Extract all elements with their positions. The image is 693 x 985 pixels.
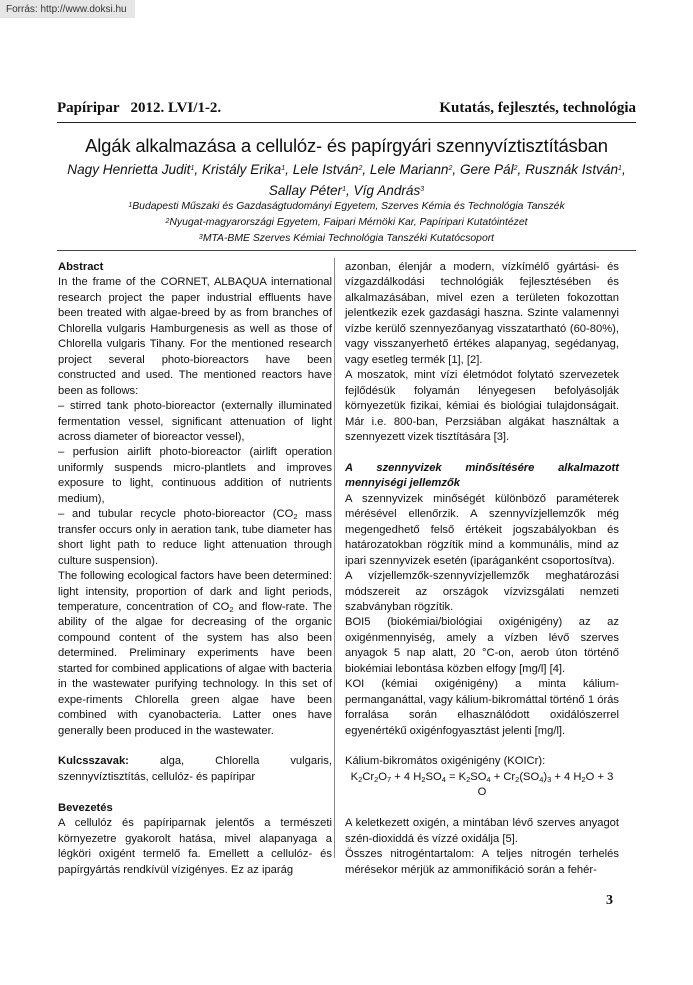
affiliation-number: 1 <box>128 202 133 209</box>
author: Víg András <box>353 183 421 198</box>
author-affiliation-mark: 1 <box>342 186 346 193</box>
keywords-label: Kulcsszavak: <box>58 755 129 768</box>
author-affiliation-mark: 1 <box>190 165 195 172</box>
column-divider <box>334 258 335 858</box>
body-paragraph: Összes nitrogéntartalom: A teljes nitrogén terhelés mérésekor mérjük az ammonifikáció során a fehér- <box>345 848 619 876</box>
text-run: mass transfer occurs only in aeration tank, tube diameter has short light path to reduce light attenuation through culture suspension). <box>58 508 332 567</box>
right-column <box>345 260 619 878</box>
body-paragraph: A szennyvizek minőségét különböző paraméterek mérésével ellenőrzik. A szennyvízjellemzők még megengedhető felső értékeit jogszabályokban és határozatokban rögzítik mind a kommunális, mind az ipari szennyvizek esetén (iparáganként csoportosítva). <box>345 492 619 567</box>
paper-title: Algák alkalmazása a cellulóz- és papírgyári szennyvíztisztításban <box>85 135 608 156</box>
abstract-list-item: – stirred tank photo-bioreactor (externally illuminated fermentation vessel, significant attenuation of light across diameter of bioreactor vessel), <box>58 400 332 443</box>
intro-paragraph: A cellulóz és papíriparnak jelentős a természeti környezetre gyakorolt hatása, mivel alapanyaga a légköri oxigént termelő fa. Emellett a cellulóz- és papírgyártás rendkívül vízigényes. Ez az iparág <box>58 817 332 876</box>
author-affiliation-mark: 3 <box>420 186 425 193</box>
author: Lele Mariann <box>369 162 449 177</box>
author-affiliation-mark: 2 <box>513 165 518 172</box>
affiliation-item <box>40 231 653 247</box>
abstract-paragraph <box>58 569 332 739</box>
keywords-text: alga, Chlorella vulgaris, szennyvíztisztítás, cellulóz- és papíripar <box>58 755 332 783</box>
left-column <box>58 260 332 878</box>
text-run: and flow-rate. The ability of the algae for decreasing of the organic compound content of the system has also been determined. Preliminary experiments have been started for combined applications of algae with bacteria in the wastewater purifying technology. In this set of expe-riments Chlorella green algae have been combined with cyanobacteria. Latter ones have generally been produced in the wastewater. <box>58 600 332 737</box>
affiliation-text: MTA-BME Szerves Kémiai Technológia Tanszéki Kutatócsoport <box>202 233 495 244</box>
subscript: 2 <box>293 512 298 522</box>
author-affiliation-mark: 1 <box>618 165 622 172</box>
affiliation-item <box>40 199 653 215</box>
author-affiliation-mark: 1 <box>281 165 286 172</box>
source-label: Forrás: http://www.doksi.hu <box>0 0 135 18</box>
body-paragraph: A moszatok, mint vízi életmódot folytató szervezetek fejlődésük folyamán lényegesen befolyásolják környezetük fizikai, kémiai és biológiai tulajdonságait. Már i.e. 800-ban, Perzsiában algákat használtak a szennyezett vizek tisztítására [3]. <box>345 369 619 443</box>
body-paragraph: KOI (kémiai oxigénigény) a minta kálium-permanganáttal, vagy kálium-bikromáttal történő 1 órás forralása során elhasználódott oxidálószerrel egyenértékű oxigénfogyasztást jelenti [mg/l]. <box>345 678 619 737</box>
body-paragraph: A vízjellemzők-szennyvízjellemzők meghatározási módszereit az országok vízvizsgálati nemzeti szabványban rögzítik. <box>345 570 619 613</box>
author-line-1: Nagy Henrietta Judit$^1$, Kristály Erika$^1$, Lele István$^2$, Lele Mariann$^2$, Gere Pál$^2$, Rusznák István$^1$, <box>67 162 626 177</box>
affiliation-number: 3 <box>198 234 203 241</box>
chemical-equation: $K_2Cr_2O_7 + 4$ $H_2SO_4 = K_2SO_4 + Cr_2(SO_4)_3 + 4$ $H_2O + 3$ O <box>350 770 614 799</box>
body-paragraph: azonban, élenjár a modern, vízkímélő gyártási- és vízgazdálkodási technológiák fejlesztésében és alkalmazásában, mivel ezen a területen fokozottan jelentkezik ezek gazdasági haszna. Szinte valamennyi vízbe kerülő szennyezőanyag visszatartható (60-80%), vagy visszanyerhető értékes alapanyag, segédanyag, vagy esetleg termék [1], [2]. <box>345 261 619 366</box>
abstract-list-item: – perfusion airlift photo-bioreactor (airlift operation uniformly suspends micro-plantlets and improves exposure to light, continuous addition of nutrients medium), <box>58 446 332 505</box>
affiliation-text: Nyugat-magyarországi Egyetem, Faipari Mérnöki Kar, Papíripari Kutatóintézet <box>169 217 528 228</box>
author: Gere Pál <box>459 162 514 177</box>
abstract-paragraph: In the frame of the CORNET, ALBAQUA international research project the paper industrial effluents have been treated with algae-breed by as from branches of Chlorella vulgaris Hamburgenesis as well as those of Chlorella vulgaris Tihany. For the mentioned research project several photo-bioreactors have been constructed and used. The mentioned reactors have been as follows: <box>58 276 332 397</box>
abstract-heading: Abstract <box>58 261 104 273</box>
header-divider <box>57 250 636 251</box>
subscript: 2 <box>229 604 234 614</box>
page-number: 3 <box>606 893 613 908</box>
intro-heading: Bevezetés <box>58 801 113 814</box>
author: Rusznák István <box>525 162 619 177</box>
section-subheading: A szennyvizek minősítésére alkalmazott mennyiségi jellemzők <box>345 461 619 490</box>
author-affiliation-mark: 2 <box>358 165 363 172</box>
section-title: Kutatás, fejlesztés, technológia <box>439 100 636 116</box>
author: Sallay Péter <box>268 183 343 198</box>
author: Lele István <box>292 162 359 177</box>
author-affiliation-mark: 2 <box>448 165 453 172</box>
body-paragraph: BOI5 (biokémiai/biológiai oxigénigény) az az oxigénmennyiség, amely a vízben lévő szerves anyagok 5 nap alatt, 20 °C-on, aerob úton történő biokémiai lebontása közben elfogy [mg/l] [4]. <box>345 616 619 675</box>
body-paragraph: Kálium-bikromátos oxigénigény (KOICr): <box>345 755 546 768</box>
body-paragraph: A keletkezett oxigén, a mintában lévő szerves anyagot szén-dioxiddá és vízzé oxidálja [5]. <box>345 817 619 845</box>
abstract-list-item <box>58 507 332 569</box>
affiliation-text: Budapesti Műszaki és Gazdaságtudományi Egyetem, Szerves Kémia és Technológia Tanszék <box>132 201 565 212</box>
affiliation-item <box>40 215 653 231</box>
affiliation-list <box>40 199 653 247</box>
affiliation-number: 2 <box>165 218 170 225</box>
author: Nagy Henrietta Judit <box>67 162 191 177</box>
author-list <box>50 159 643 201</box>
journal-info: Papíripar 2012. LVI/1-2. <box>57 100 222 116</box>
author: Kristály Erika <box>201 162 282 177</box>
text-run: The following ecological factors have been determined: light intensity, proportion of dark and light periods, temperature, concentration of CO <box>58 570 332 613</box>
text-run: – and tubular recycle photo-bioreactor (CO <box>58 508 294 521</box>
author-line-2: Sallay Péter$^1$, Víg András$^3$ <box>268 183 425 198</box>
running-header <box>57 100 636 123</box>
keywords <box>58 754 332 785</box>
